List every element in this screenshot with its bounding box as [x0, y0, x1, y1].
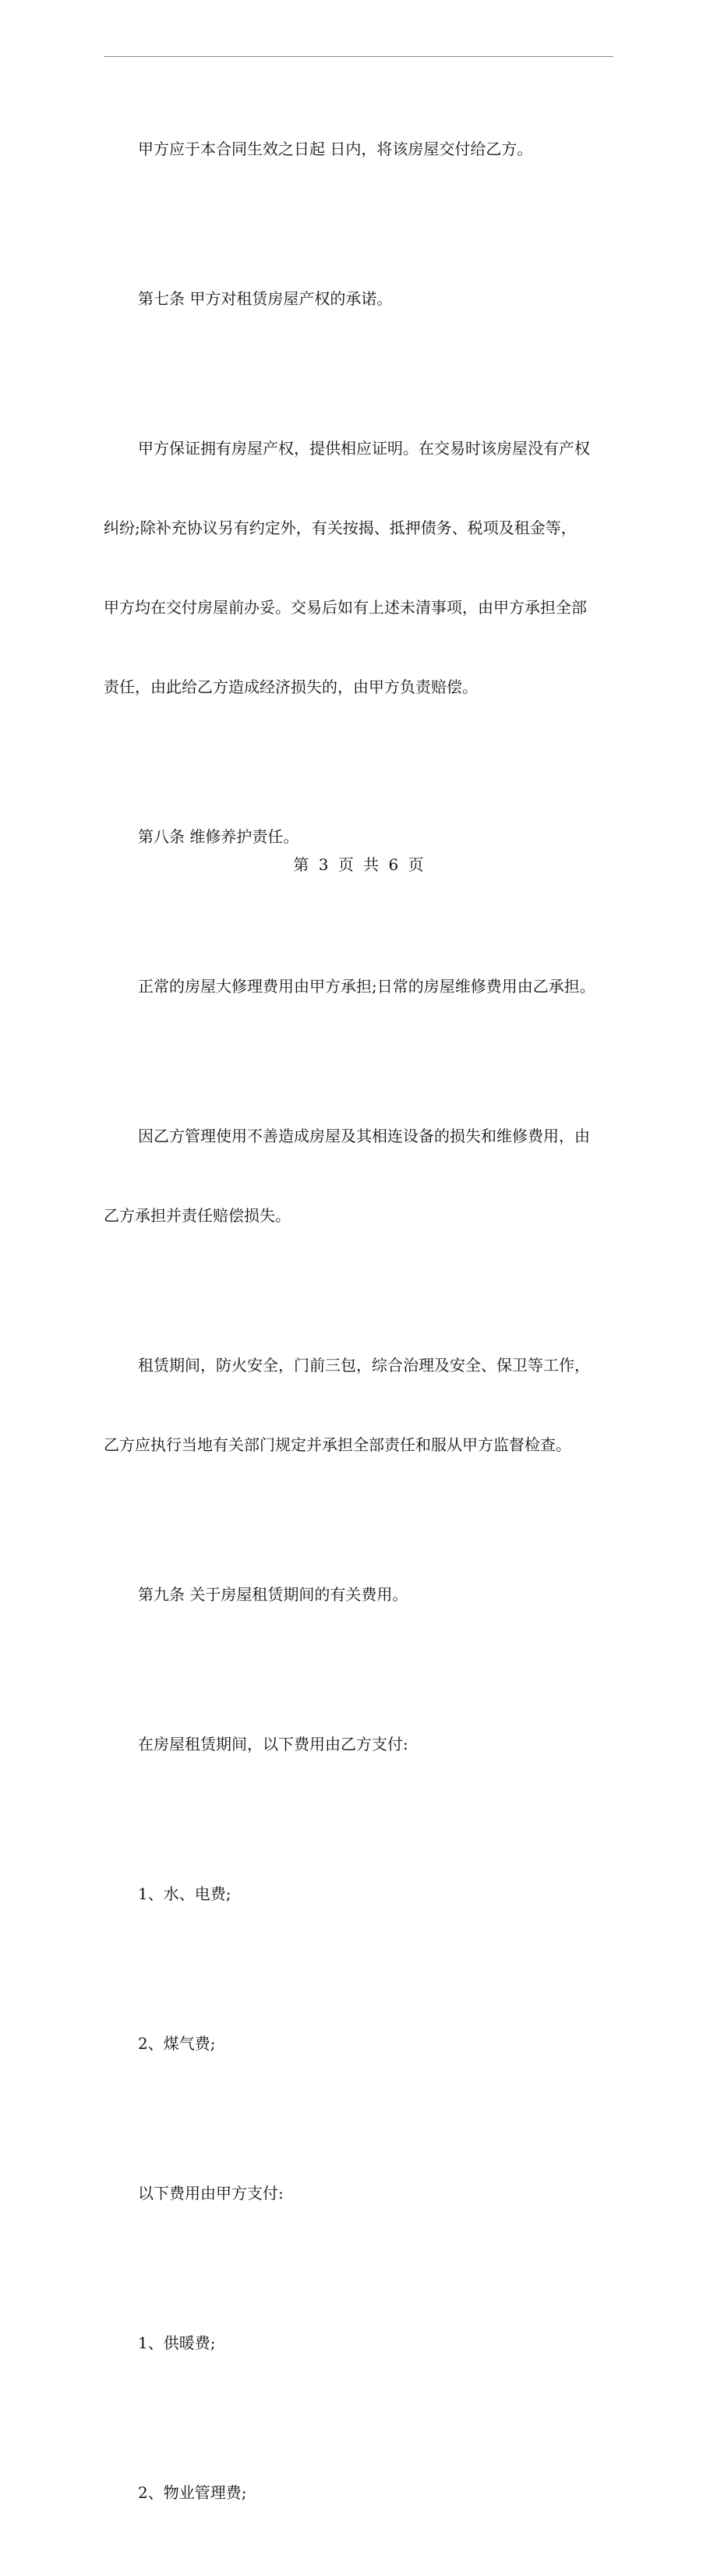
- text-line: 以下费用由甲方支付:: [138, 2184, 284, 2203]
- text-line: 乙方承担并责任赔偿损失。: [104, 1206, 291, 1225]
- paragraph: [104, 920, 618, 1053]
- paragraph: [104, 382, 618, 753]
- text-line: 第九条 关于房屋租赁期间的有关费用。: [138, 1585, 408, 1604]
- list-item: [104, 1977, 618, 2110]
- text-line: 租赁期间，防火安全，门前三包，综合治理及安全、保卫等工作，: [138, 1356, 590, 1375]
- text-line: 因乙方管理使用不善造成房屋及其相连设备的损失和维修费用，由: [138, 1127, 590, 1145]
- paragraph: [104, 2127, 618, 2259]
- text-line: 第七条 甲方对租赁房屋产权的承诺。: [138, 289, 393, 308]
- document-body: [104, 83, 618, 2576]
- list-item: [104, 2426, 618, 2559]
- text-line: 乙方应执行当地有关部门规定并承担全部责任和服从甲方监督检查。: [104, 1435, 571, 1454]
- section-heading-7: [104, 232, 618, 365]
- text-line: 2、物业管理费;: [138, 2483, 247, 2502]
- text-line: 2、煤气费;: [138, 2034, 216, 2053]
- text-line: 甲方保证拥有房屋产权，提供相应证明。在交易时该房屋没有产权: [138, 439, 590, 458]
- text-line: 正常的房屋大修理费用由甲方承担;日常的房屋维修费用由乙承担。: [138, 977, 595, 996]
- section-heading-8: [104, 770, 618, 903]
- text-line: 第八条 维修养护责任。: [138, 827, 299, 846]
- text-line: 纠纷;除补充协议另有约定外，有关按揭、抵押债务、税项及租金等，: [104, 518, 577, 537]
- paragraph: [104, 1299, 618, 1511]
- text-line: 甲方均在交付房屋前办妥。交易后如有上述未清事项，由甲方承担全部: [104, 598, 587, 617]
- text-line: 在房屋租赁期间，以下费用由乙方支付:: [138, 1735, 408, 1753]
- text-line: 1、供暖费;: [138, 2334, 216, 2352]
- header-divider: [104, 56, 613, 57]
- text-line: 责任，由此给乙方造成经济损失的，由甲方负责赔偿。: [104, 678, 478, 696]
- paragraph: [104, 1678, 618, 1810]
- page-number: 第 3 页 共 6 页: [293, 855, 424, 874]
- paragraph: [104, 1070, 618, 1282]
- list-item: [104, 2277, 618, 2409]
- text-line: 甲方应于本合同生效之日起 日内，将该房屋交付给乙方。: [138, 140, 533, 158]
- section-heading-9: [104, 1528, 618, 1661]
- paragraph: [104, 83, 618, 215]
- text-line: 1、水、电费;: [138, 1884, 231, 1903]
- list-item: [104, 1828, 618, 1960]
